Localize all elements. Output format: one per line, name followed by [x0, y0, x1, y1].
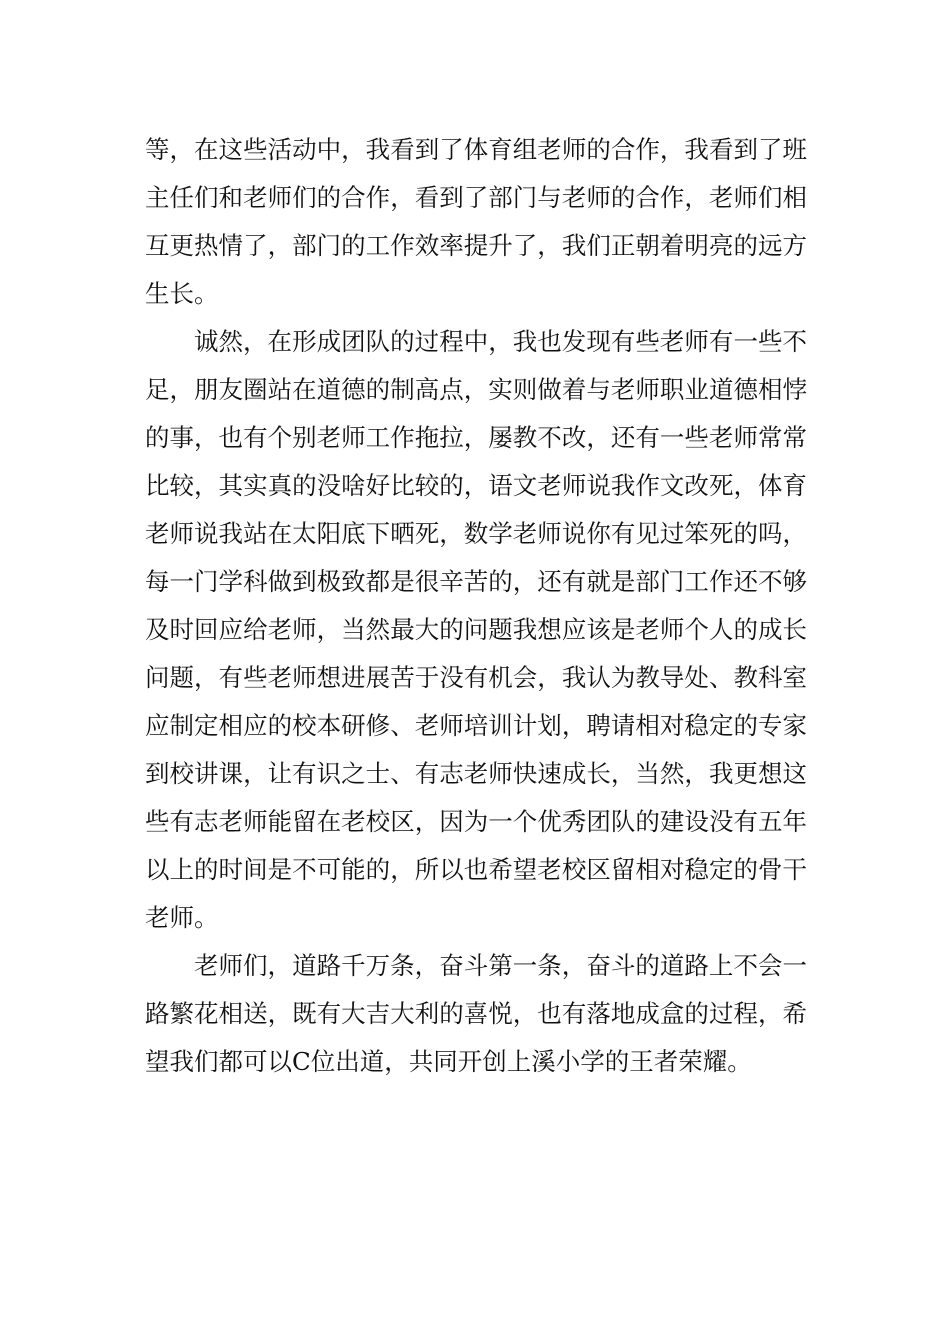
document-body: [145, 126, 807, 1086]
paragraph-shortcomings: 诚然，在形成团队的过程中，我也发现有些老师有一些不足，朋友圈站在道德的制高点，实则做着与老师职业道德相悖的事，也有个别老师工作拖拉，屡教不改，还有一些老师常常比较，其实真的没啥好比较的，语文老师说我作文改死，体育老师说我站在太阳底下晒死，数学老师说你有见过笨死的吗，每一门学科做到极致都是很辛苦的，还有就是部门工作还不够及时回应给老师，当然最大的问题我想应该是老师个人的成长问题，有些老师想进展苦于没有机会，我认为教导处、教科室应制定相应的校本研修、老师培训计划，聘请相对稳定的专家到校讲课，让有识之士、有志老师快速成长，当然，我更想这些有志老师能留在老校区，因为一个优秀团队的建设没有五年以上的时间是不可能的，所以也希望老校区留相对稳定的骨干老师。: [145, 327, 807, 932]
paragraph-closing: 老师们，道路千万条，奋斗第一条，奋斗的道路上不会一路繁花相送，既有大吉大利的喜悦，也有落地成盒的过程，希望我们都可以C位出道，共同开创上溪小学的王者荣耀。: [145, 951, 807, 1076]
paragraph-continuation: 等，在这些活动中，我看到了体育组老师的合作，我看到了班主任们和老师们的合作，看到了部门与老师的合作，老师们相互更热情了，部门的工作效率提升了，我们正朝着明亮的远方生长。: [145, 135, 807, 308]
